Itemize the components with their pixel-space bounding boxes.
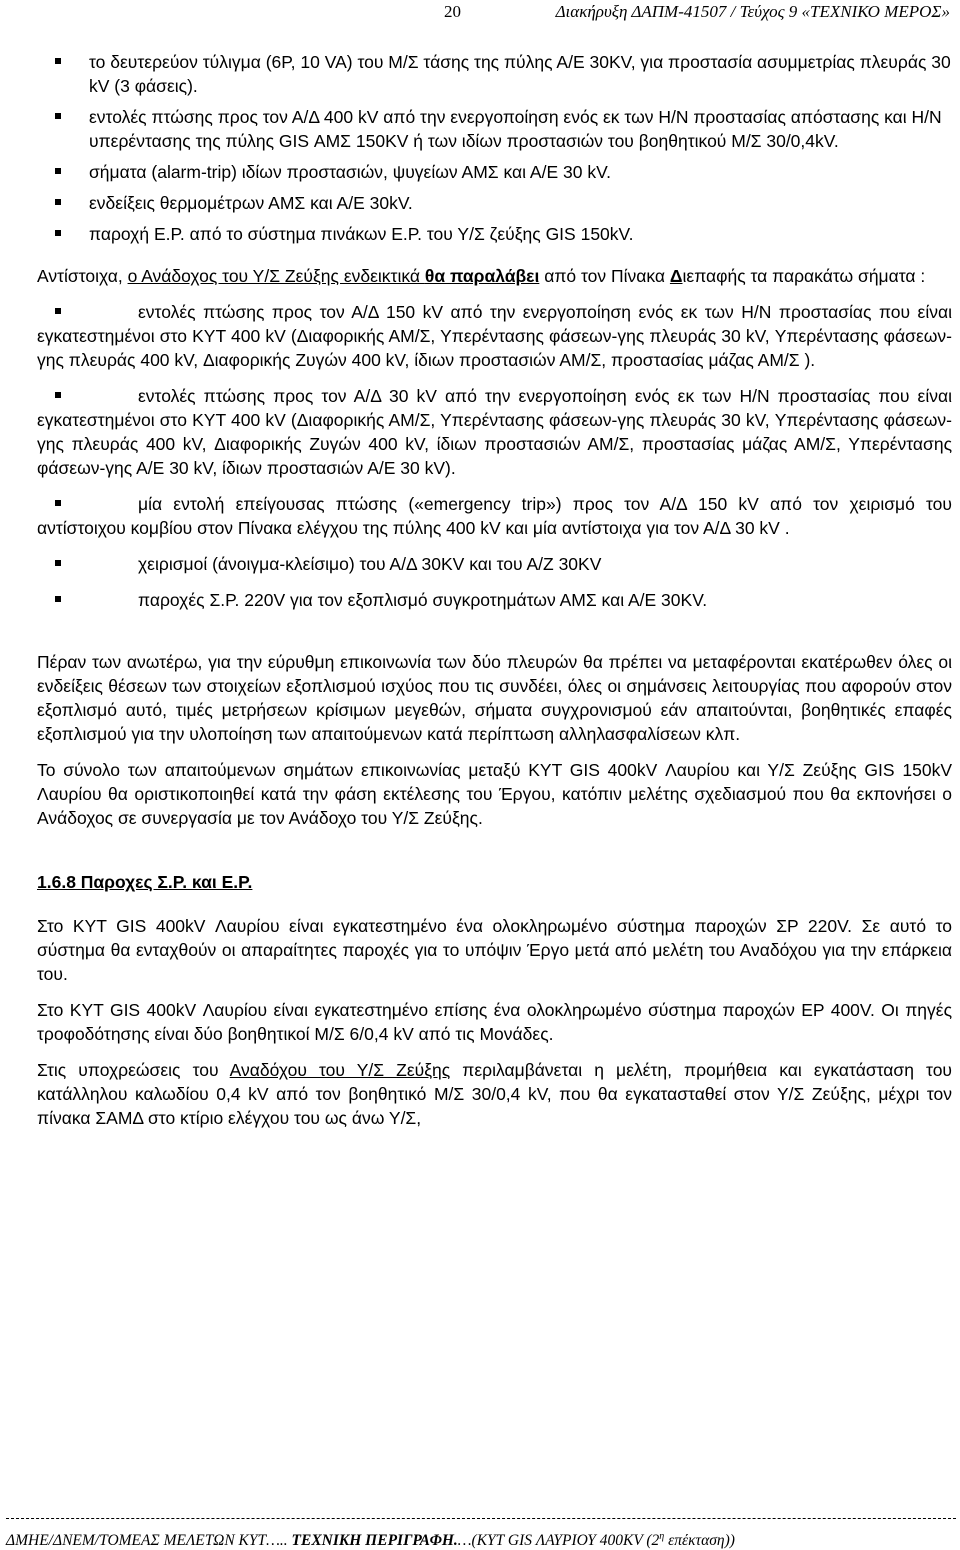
- list-item: εντολές πτώσης προς τον Α/Δ 400 kV από την ενεργοποίηση ενός εκ των Η/Ν προστασίας απόστασης και Η/Ν υπερέντασης της πύλης GIS ΑΜΣ 150KV ή των ιδίων προστασιών του βοηθητικού Μ/Σ 30/0,4kV.: [37, 105, 952, 153]
- list-item: εντολές πτώσης προς τον Α/Δ 30 kV από την ενεργοποίηση ενός εκ των Η/Ν προστασίας που είναι εγκατεστημένοι στο ΚΥΤ 400 kV (Διαφορικής ΑΜ/Σ, Υπερέντασης φάσεων-γης πλευράς 30 kV, Υπερέντασης φάσεων-γης πλευράς 400 kV, Διαφορικής Ζυγών 400 kV, ίδιων προστασιών ΑΜ/Σ, προστασίας μάζας ΑΜ/Σ, Υπερέντασης φάσεων-γης Α/Ε 30 kV, ίδιων προστασιών Α/Ε 30 kV).: [37, 386, 952, 478]
- paragraph-total: Το σύνολο των απαιτούμενων σημάτων επικοινωνίας μεταξύ ΚΥΤ GIS 400kV Λαυρίου και Υ/Σ Ζεύξης GIS 150kV Λαυρίου θα οριστικοποιηθεί κατά την φάση εκτέλεσης του Έργου, κατόπιν μελέτης σχεδιασμού που θα εκπονήσει ο Ανάδοχος σε συνεργασία με τον Ανάδοχο του Υ/Σ Ζεύξης.: [37, 760, 952, 828]
- intro-paragraph: Αντίστοιχα, ο Ανάδοχος του Υ/Σ Ζεύξης ενδεικτικά θα παραλάβει από τον Πίνακα Διεπαφής τα παρακάτω σήματα :: [37, 266, 926, 286]
- bullet-square-icon: [55, 500, 61, 506]
- running-title: Διακήρυξη ΔΑΠΜ-41507 / Τεύχος 9 «ΤΕΧΝΙΚΟ ΜΕΡΟΣ»: [555, 2, 950, 21]
- footer-divider: [6, 1518, 956, 1527]
- page-number: 20: [444, 2, 461, 21]
- bullet-square-icon: [55, 392, 61, 398]
- list-item: το δευτερεύον τύλιγμα (6Ρ, 10 VA) του Μ/Σ τάσης της πύλης Α/Ε 30KV, για προστασία ασυμμετρίας πλευράς 30 kV (3 φάσεις).: [37, 50, 952, 98]
- page-header: [0, 0, 960, 24]
- list-item: ενδείξεις θερμομέτρων ΑΜΣ και Α/Ε 30kV.: [37, 191, 952, 215]
- list-item: εντολές πτώσης προς τον Α/Δ 150 kV από την ενεργοποίηση ενός εκ των Η/Ν προστασίας που είναι εγκατεστημένοι στο ΚΥΤ 400 kV (Διαφορικής ΑΜ/Σ, Υπερέντασης φάσεων-γης πλευράς 30 kV, Υπερέντασης φάσεων-γης πλευράς 400 kV, Διαφορικής Ζυγών 400 kV, ίδιων προστασιών ΑΜ/Σ, προστασίας μάζας ΑΜ/Σ ).: [37, 302, 952, 370]
- bullet-square-icon: [55, 596, 61, 602]
- paragraph-ac: Στο ΚΥΤ GIS 400kV Λαυρίου είναι εγκατεστημένο επίσης ένα ολοκληρωμένο σύστημα παροχών ΕΡ 400V. Οι πηγές τροφοδότησης είναι δύο βοηθητικοί Μ/Σ 6/0,4 kV από τις Μονάδες.: [37, 1000, 952, 1044]
- list-item: παροχή Ε.Ρ. από το σύστημα πινάκων Ε.Ρ. του Υ/Σ ζεύξης GIS 150kV.: [37, 222, 952, 246]
- bullet-list-mid: [37, 300, 952, 612]
- paragraph-beyond: Πέραν των ανωτέρω, για την εύρυθμη επικοινωνία των δύο πλευρών θα πρέπει να μεταφέρονται εκατέρωθεν όλες οι ενδείξεις θέσεων των στοιχείων εξοπλισμού ισχύος που τις συνδέει, όλες οι σημάνσεις λειτουργίας που αφορούν στον εξοπλισμό αυτό, τιμές μετρήσεων κρίσιμων μεγεθών, σήματα συγχρονισμού εάν απαιτούνται, βοηθητικές επαφές εξοπλισμού για την υλοποίηση των απαιτούμενων κατά περίπτωση αλληλασφαλίσεων κλπ.: [37, 652, 952, 744]
- list-item: μία εντολή επείγουσας πτώσης («emergency trip») προς τον Α/Δ 150 kV από τον χειρισμό του αντίστοιχου κομβίου στον Πίνακα ελέγχου της πύλης 400 kV και μία αντίστοιχα για τον Α/Δ 30 kV .: [37, 494, 952, 538]
- bullet-square-icon: [55, 230, 61, 236]
- bullet-square-icon: [55, 58, 61, 64]
- bullet-square-icon: [55, 560, 61, 566]
- page-footer: ΔΜΗΕ/ΔΝΕΜ/ΤΟΜΕΑΣ ΜΕΛΕΤΩΝ ΚΥΤ….. ΤΕΧΝΙΚΗ ΠΕΡΙΓΡΑΦΗ.…(ΚΥΤ GIS ΛΑΥΡΙΟΥ 400KV ($2^\eta$ επέκταση)): [6, 1518, 956, 1550]
- bullet-square-icon: [55, 308, 61, 314]
- list-item: χειρισμοί (άνοιγμα-κλείσιμο) του Α/Δ 30KV και του Α/Ζ 30KV: [37, 552, 952, 576]
- bullet-square-icon: [55, 168, 61, 174]
- paragraph-dc: Στο ΚΥΤ GIS 400kV Λαυρίου είναι εγκατεστημένο ένα ολοκληρωμένο σύστημα παροχών ΣΡ 220V. Σε αυτό το σύστημα θα ενταχθούν οι απαραίτητες παροχές για το υπόψιν Έργο μετά από μελέτη του Αναδόχου για την επάρκεια του.: [37, 916, 952, 984]
- paragraph-obligations: Στις υποχρεώσεις του Αναδόχου του Υ/Σ Ζεύξης περιλαμβάνεται η μελέτη, προμήθεια και εγκατάσταση του κατάλληλου καλωδίου 0,4 kV από τον βοηθητικό Μ/Σ 30/0,4 kV, που θα εγκατασταθεί στον Υ/Σ Ζεύξης, μέχρι τον πίνακα ΣΑΜΔ στο κτίριο ελέγχου του ως άνω Υ/Σ,: [37, 1060, 952, 1128]
- list-item: σήματα (alarm-trip) ιδίων προστασιών, ψυγείων ΑΜΣ και Α/Ε 30 kV.: [37, 160, 952, 184]
- bullet-square-icon: [55, 199, 61, 205]
- bullet-square-icon: [55, 113, 61, 119]
- document-body: [37, 50, 952, 1130]
- list-item: παροχές Σ.Ρ. 220V για τον εξοπλισμό συγκροτημάτων ΑΜΣ και Α/Ε 30KV.: [37, 588, 952, 612]
- section-heading: 1.6.8 Παροχες Σ.Ρ. και Ε.Ρ.: [37, 872, 253, 892]
- bullet-list-top: [37, 50, 952, 246]
